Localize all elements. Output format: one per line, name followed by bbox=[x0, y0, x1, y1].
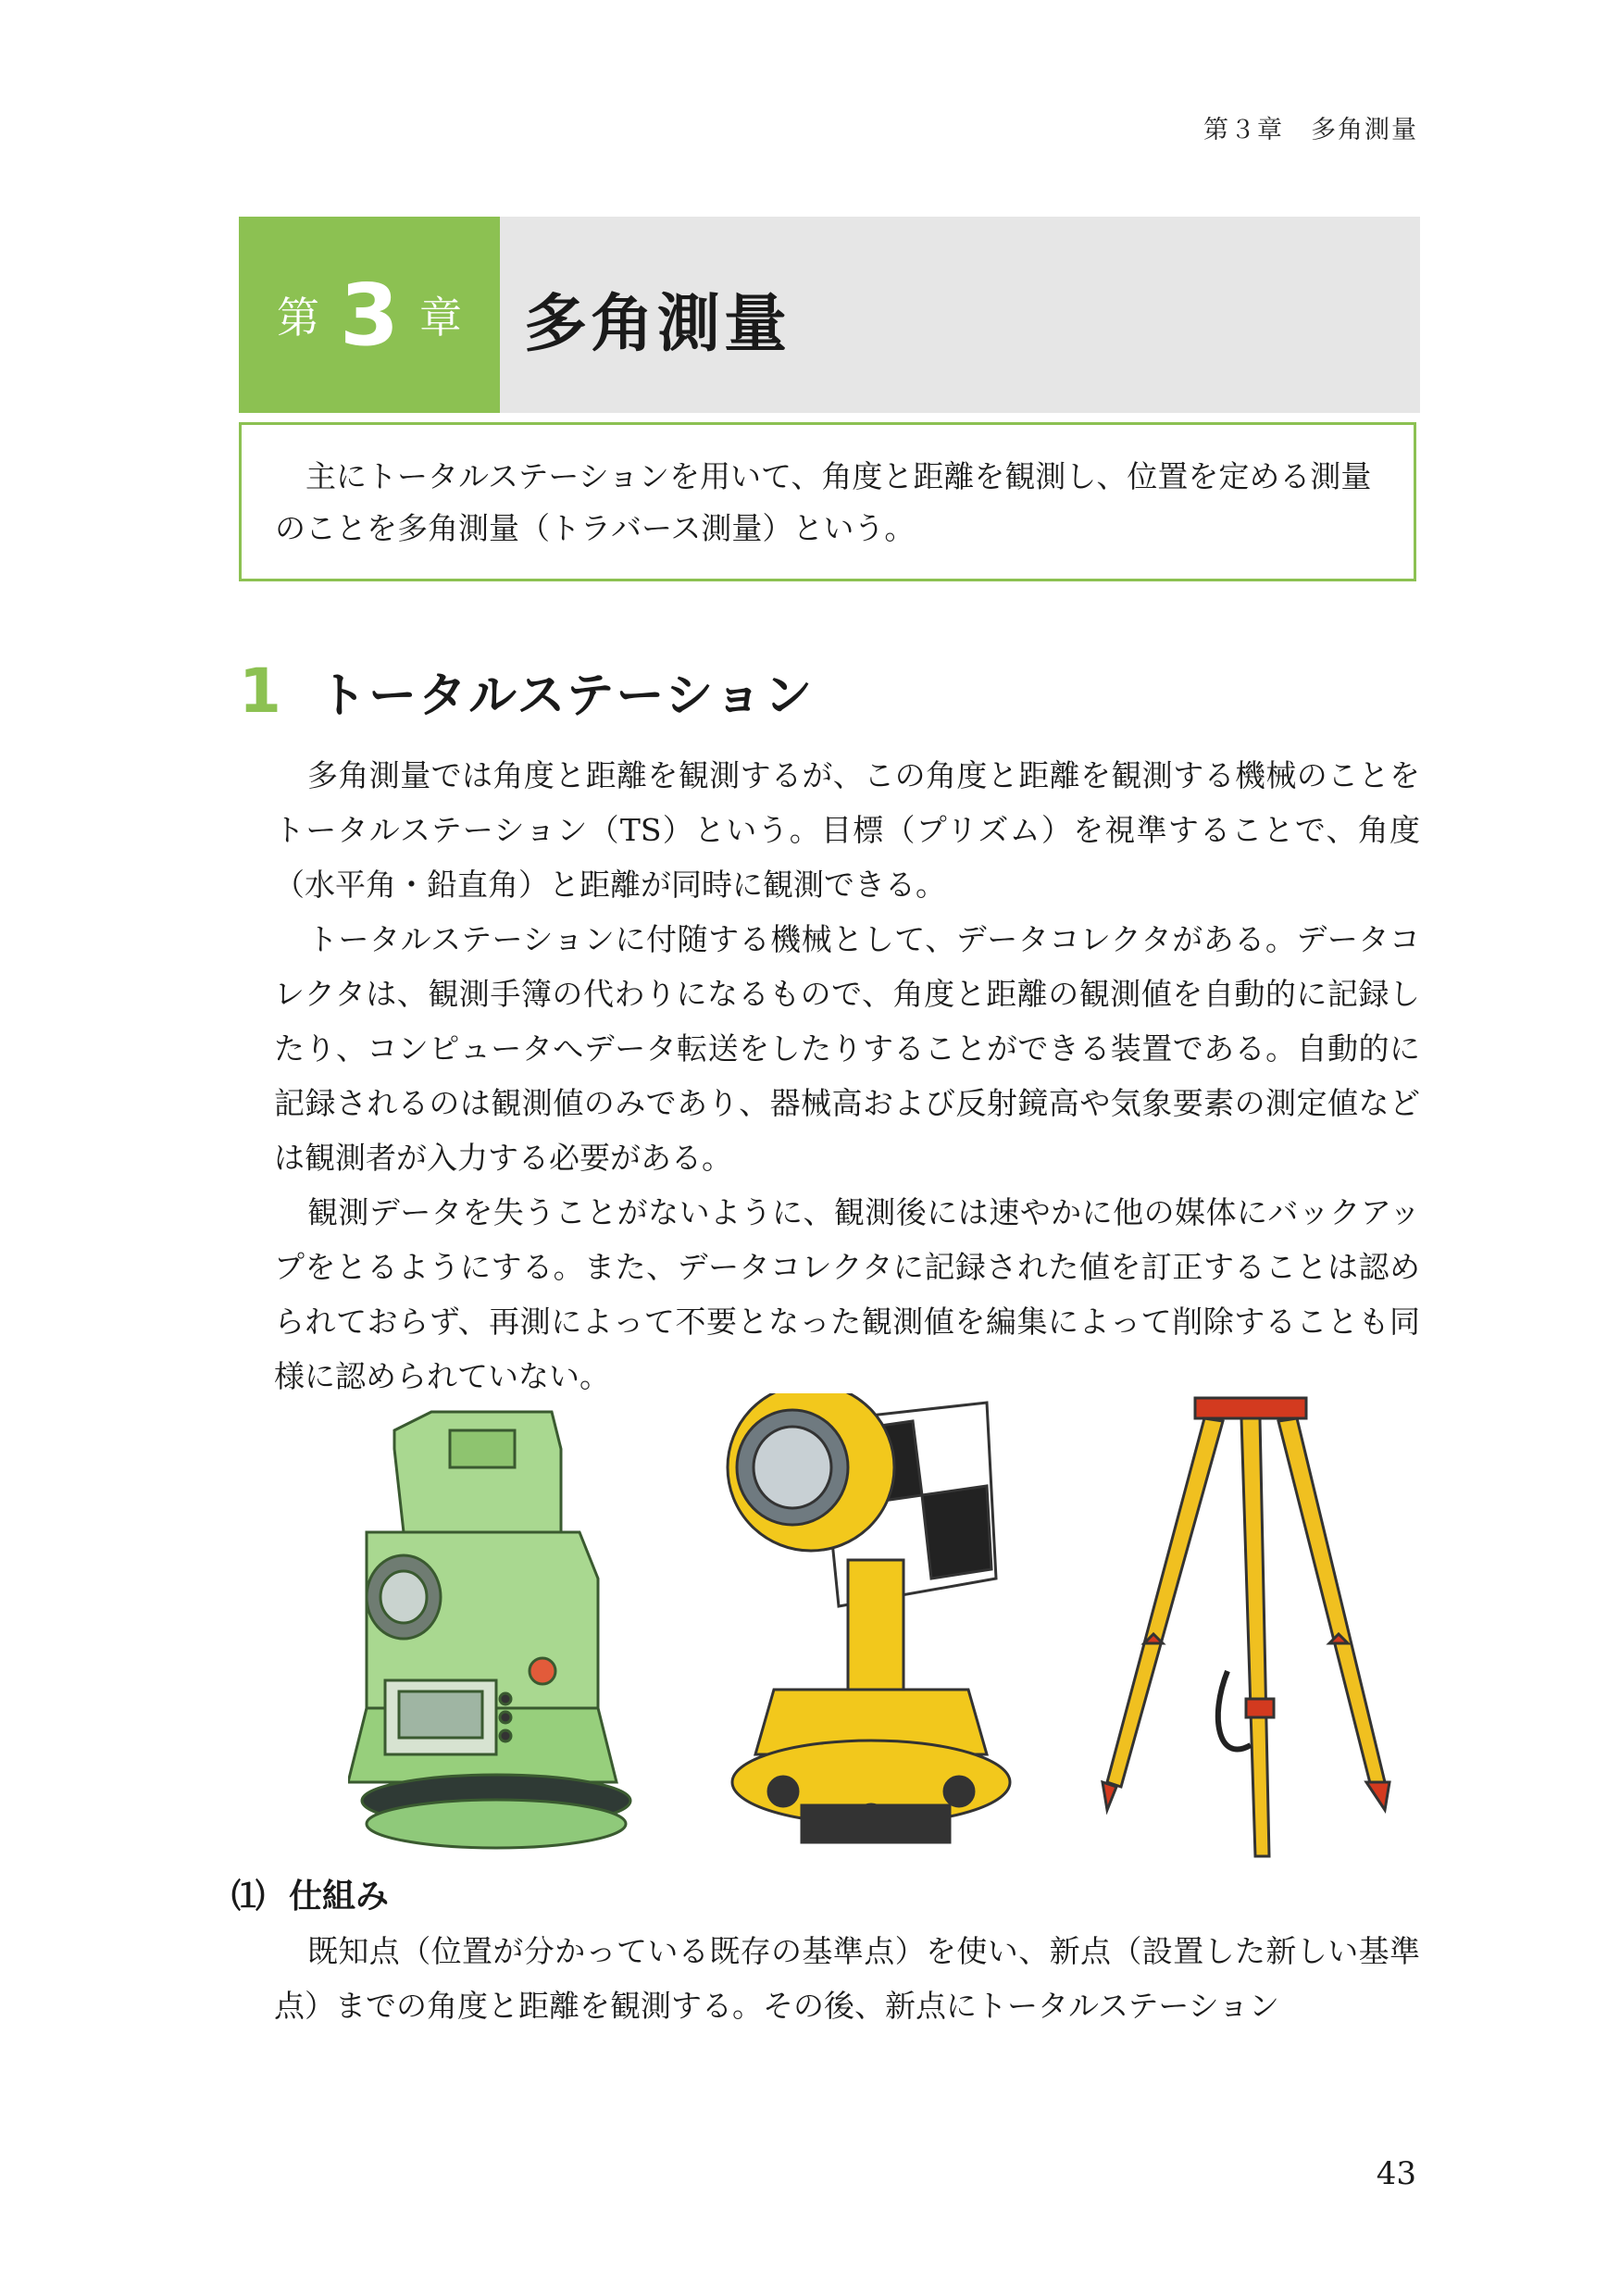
section-title: トータルステーション bbox=[318, 668, 815, 724]
section-heading bbox=[239, 655, 814, 727]
chapter-number: 3 bbox=[339, 265, 399, 365]
paragraph: トータルステーションに付随する機械として、データコレクタがある。データコレクタは、観測手簿の代わりになるもので、角度と距離の観測値を自動的に記録したり、コンピュータへデータ転送をしたりすることができる装置である。自動的に記録されるのは観測値のみであり、器械高および反射鏡高や気象要素の測定値などは観測者が入力する必要がある。 bbox=[274, 921, 1420, 1176]
prism-illustration bbox=[709, 1393, 1015, 1856]
chapter-label-suffix: 章 bbox=[419, 293, 462, 343]
paragraph: 多角測量では角度と距離を観測するが、この角度と距離を観測する機械のことをトータルステーション（TS）という。目標（プリズム）を視準することで、角度（水平角・鉛直角）と距離が同時に観測できる。 bbox=[274, 757, 1420, 903]
body-text bbox=[274, 748, 1420, 1404]
subsection-number: ⑴ bbox=[231, 1878, 266, 1915]
section-number: 1 bbox=[239, 655, 281, 727]
tripod-illustration bbox=[1089, 1393, 1403, 1866]
chapter-label-prefix: 第 bbox=[276, 293, 319, 343]
chapter-number-box bbox=[239, 217, 500, 413]
paragraph: 既知点（位置が分かっている既存の基準点）を使い、新点（設置した新しい基準点）までの角度と距離を観測する。その後、新点にトータルステーション bbox=[274, 1933, 1420, 2024]
body-text-2 bbox=[274, 1924, 1420, 2033]
chapter-title: 多角測量 bbox=[524, 288, 791, 361]
figure-row bbox=[274, 1393, 1420, 1866]
subsection-heading bbox=[231, 1870, 389, 1917]
total-station-illustration bbox=[348, 1393, 644, 1856]
intro-text: 主にトータルステーションを用いて、角度と距離を観測し、位置を定める測量のことを多角測量（トラバース測量）という。 bbox=[275, 458, 1372, 546]
paragraph: 観測データを失うことがないように、観測後には速やかに他の媒体にバックアップをとるようにする。また、データコレクタに記録された値を訂正することは認められておらず、再測によって不要となった観測値を編集によって削除することも同様に認められていない。 bbox=[274, 1194, 1420, 1394]
subsection-title: 仕組み bbox=[289, 1878, 390, 1915]
running-head: 第３章 多角測量 bbox=[1203, 116, 1418, 144]
intro-box bbox=[239, 422, 1416, 581]
chapter-header bbox=[239, 217, 1420, 413]
page-number: 43 bbox=[1376, 2155, 1416, 2192]
